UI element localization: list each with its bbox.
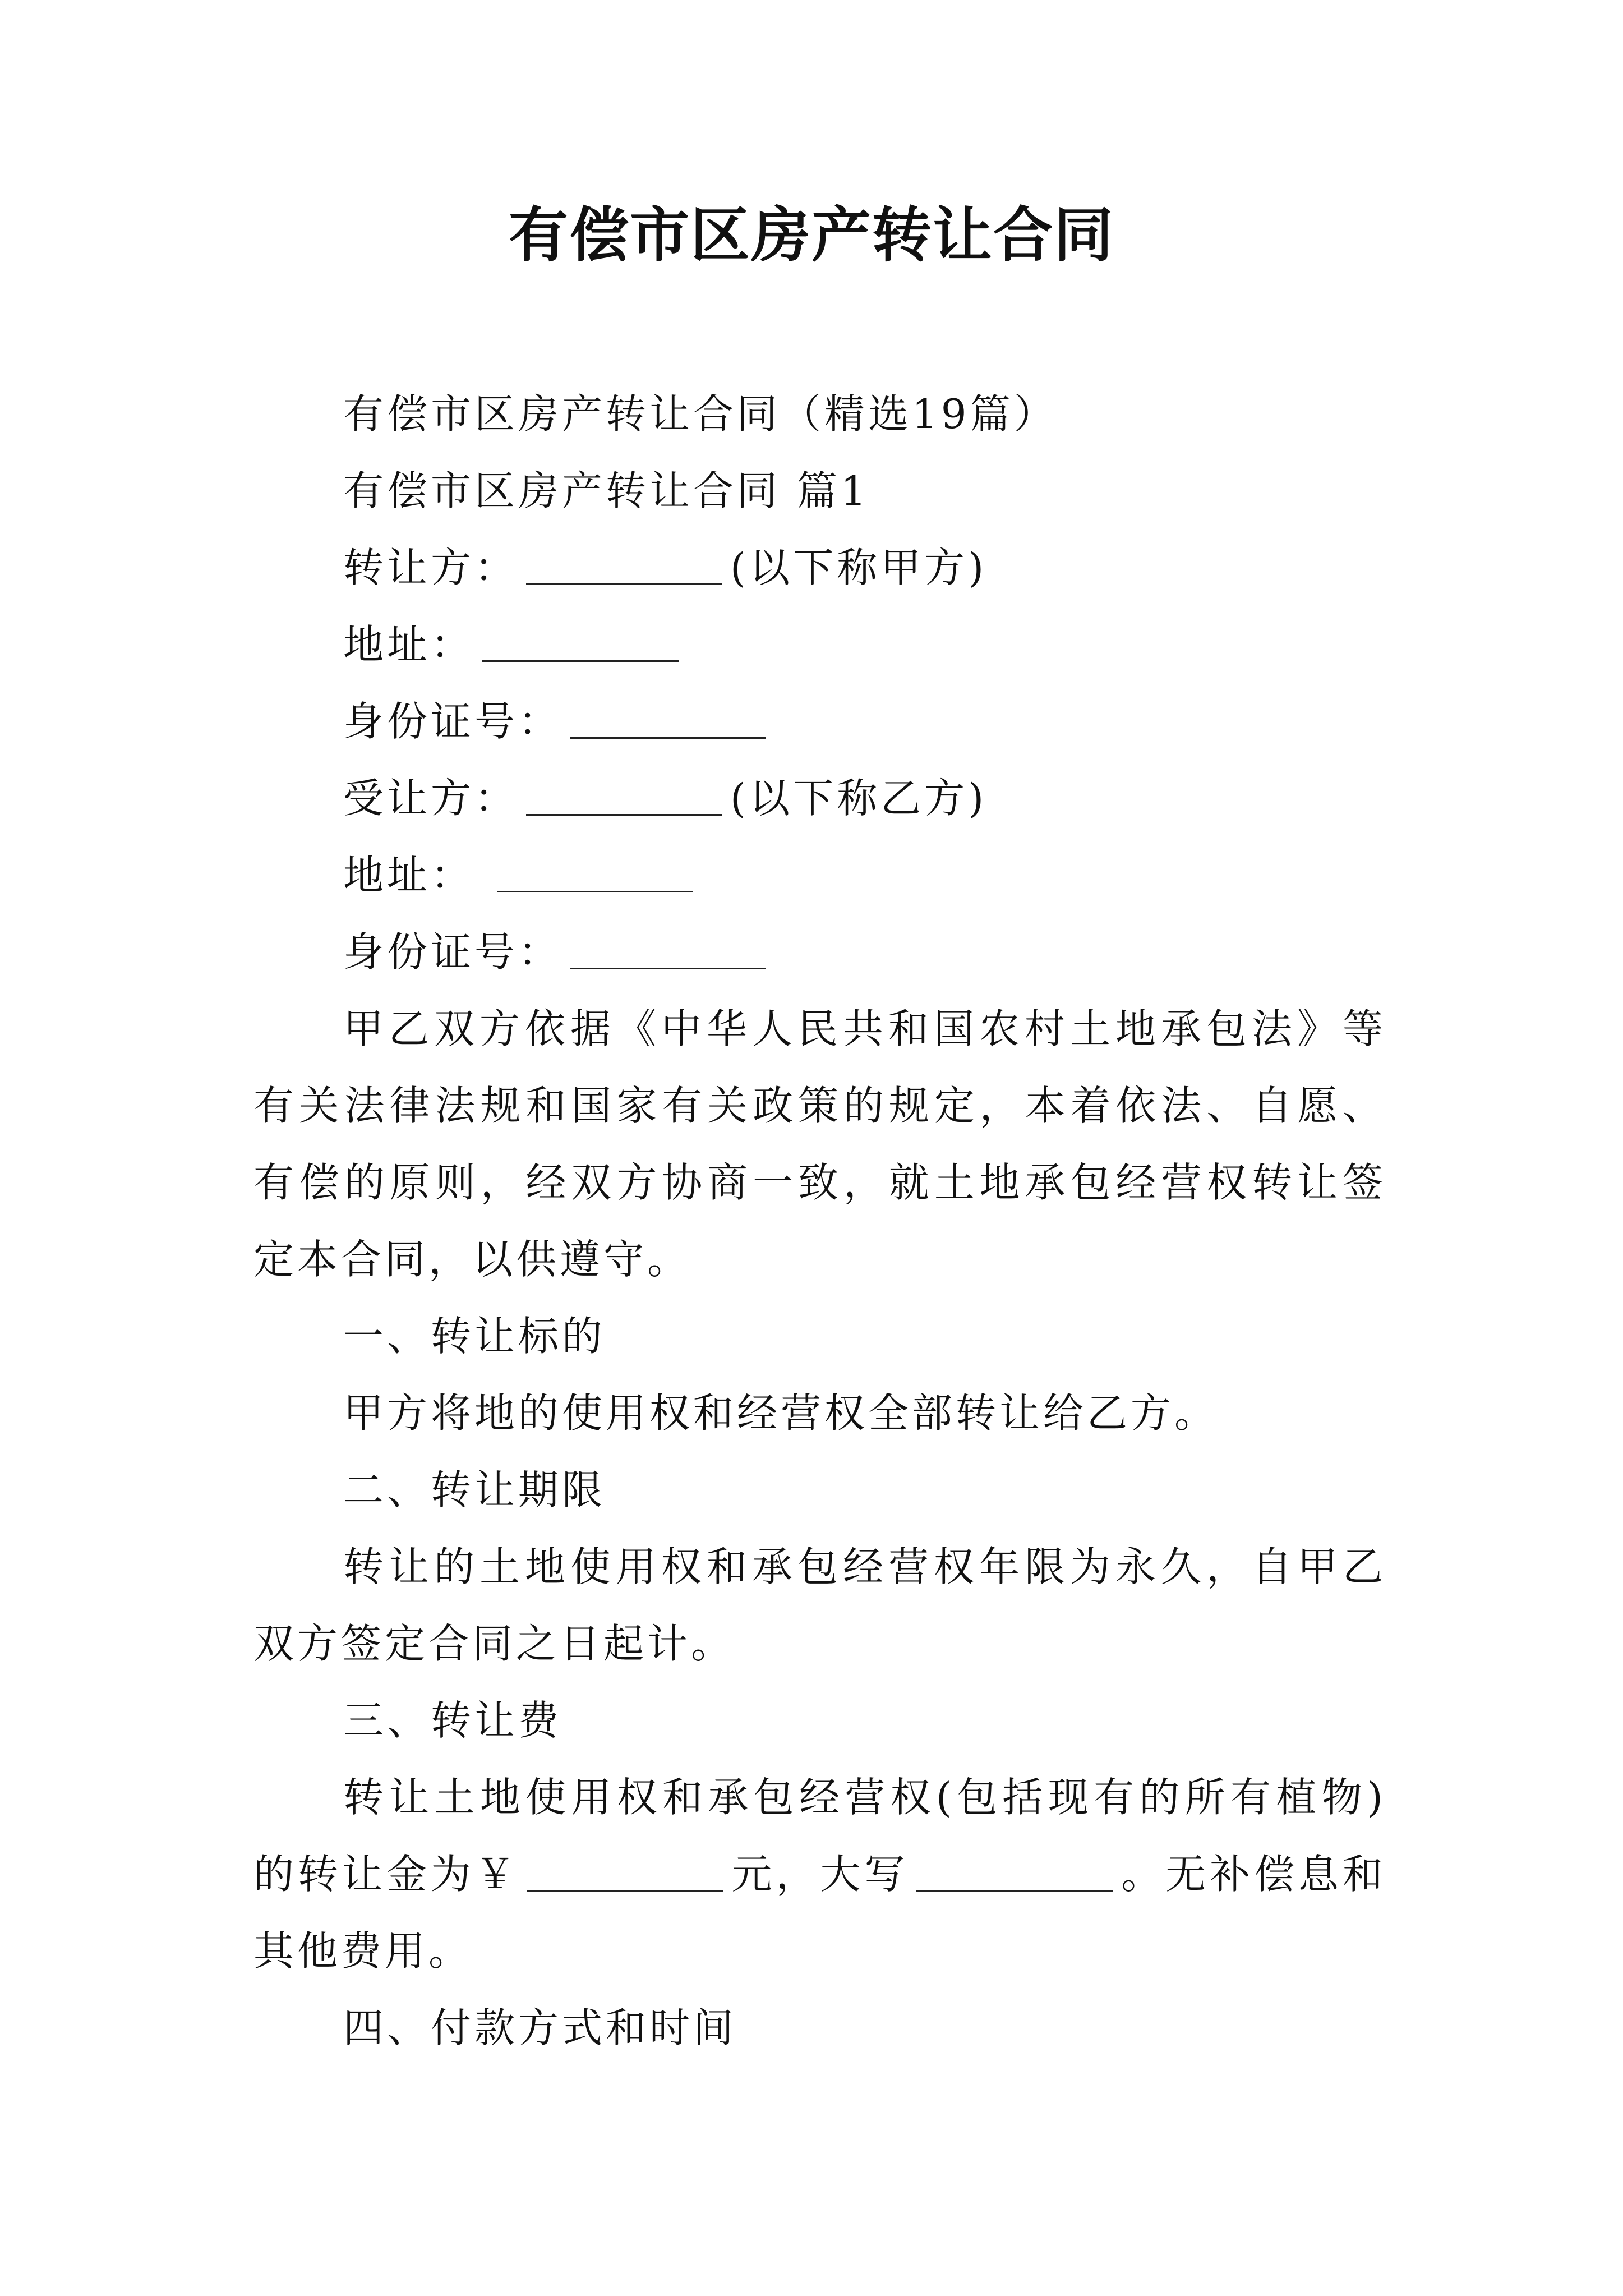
amount-blank: [527, 1856, 723, 1892]
transferee-id-blank: [570, 934, 766, 969]
transferee-id-line: [253, 914, 1386, 991]
clause3-text-c: 。无补偿息和其他费用。: [253, 1851, 1386, 1975]
address-label: 地址：: [343, 621, 475, 668]
id-label: 身份证号：: [343, 698, 562, 745]
transferor-address-blank: [482, 627, 679, 662]
transferor-id-line: [253, 683, 1386, 760]
transferee-label: 受让方：: [343, 775, 519, 822]
clause3-text-b: 元，大写: [731, 1851, 909, 1898]
clause1-text: 甲方将地的使用权和经营权全部转让给乙方。: [343, 1389, 1219, 1437]
transferor-id-blank: [570, 703, 766, 739]
address-label: 地址：: [343, 852, 475, 899]
clause4-heading: 四、付款方式和时间: [343, 2004, 737, 2051]
clause2-heading: 二、转让期限: [343, 1466, 606, 1513]
section-heading: 有偿市区房产转让合同 篇1: [343, 467, 870, 514]
transferee-note: (以下称乙方): [730, 775, 988, 822]
transferee-address-blank: [497, 857, 693, 892]
clause3-heading: 三、转让费: [343, 1697, 562, 1744]
document-title: 有偿市区房产转让合同: [509, 201, 1114, 270]
transferee-blank: [526, 780, 722, 816]
transferor-label: 转让方：: [343, 544, 519, 591]
clause3-text: [253, 1759, 1386, 1990]
transferee-line: [253, 760, 1386, 837]
intro-paragraph: 甲乙双方依据《中华人民共和国农村土地承包法》等有关法律法规和国家有关政策的规定，本着依法、自愿、有偿的原则，经双方协商一致，就土地承包经营权转让签定本合同，以供遵守。: [253, 1005, 1386, 1283]
subtitle: 有偿市区房产转让合同（精选19篇）: [343, 390, 1058, 438]
transferor-note: (以下称甲方): [730, 544, 988, 591]
clause1-heading: 一、转让标的: [343, 1313, 606, 1360]
clause2-text: 转让的土地使用权和承包经营权年限为永久，自甲乙双方签定合同之日起计。: [253, 1543, 1386, 1667]
transferor-blank: [526, 550, 722, 585]
amount-words-blank: [916, 1856, 1113, 1892]
transferee-address-line: [253, 837, 1386, 914]
document-body: [253, 376, 1386, 2067]
clause3-text-a: 转让土地使用权和承包经营权(包括现有的所有植物)的转让金为￥: [253, 1774, 1386, 1898]
transferor-line: [253, 530, 1386, 606]
id-label: 身份证号：: [343, 928, 562, 976]
transferor-address-line: [253, 606, 1386, 683]
